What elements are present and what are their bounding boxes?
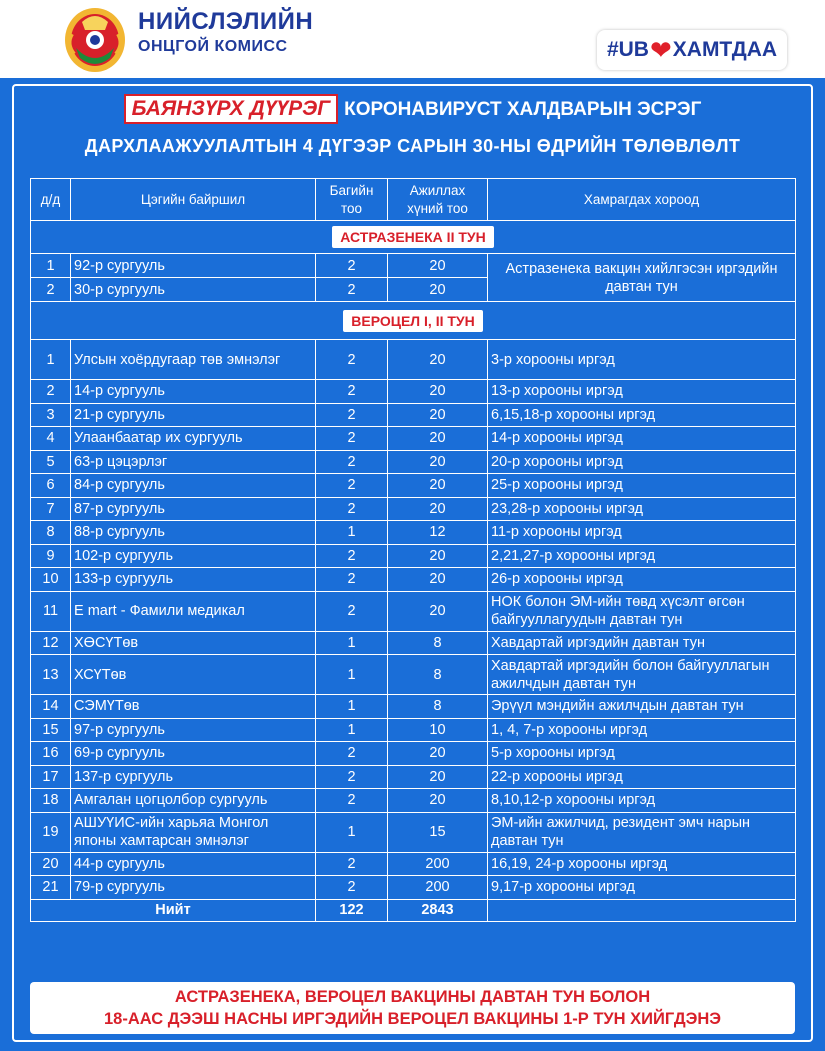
row-staff: 20 [388,765,488,789]
row-staff: 20 [388,568,488,592]
header-teams: Багийн тоо [316,179,388,221]
row-coverage: Хавдартай иргэдийн болон байгууллагын ажилчдын давтан тун [488,655,796,695]
table-row [31,655,796,695]
row-num: 15 [31,718,71,742]
row-num: 14 [31,695,71,719]
row-teams: 2 [316,852,388,876]
row-teams: 2 [316,380,388,404]
row-coverage: 3-р хорооны иргэд [488,340,796,380]
row-coverage: 16,19, 24-р хорооны иргэд [488,852,796,876]
row-location: АШУҮИС-ийн харьяа Монгол японы хамтарсан эмнэлэг [71,812,316,852]
row-num: 7 [31,497,71,521]
title-line1-text: КОРОНАВИРУСТ ХАЛДВАРЫН ЭСРЭГ [344,99,702,120]
row-coverage: 6,15,18-р хорооны иргэд [488,403,796,427]
hashtag-prefix: #UB [606,38,649,61]
table-row [31,789,796,813]
row-staff: 20 [388,742,488,766]
table-row [31,718,796,742]
row-teams: 2 [316,340,388,380]
section-row [31,302,796,340]
row-staff: 10 [388,718,488,742]
row-location: 137-р сургууль [71,765,316,789]
title-line2: ДАРХЛААЖУУЛАЛТЫН 4 ДҮГЭЭР САРЫН 30-НЫ ӨДРИЙН ТӨЛӨВЛӨЛТ [84,136,741,156]
table-row [31,474,796,498]
row-staff: 8 [388,631,488,655]
row-location: 14-р сургууль [71,380,316,404]
heart-icon: ❤ [649,35,672,65]
city-emblem-icon [60,4,130,74]
row-staff: 20 [388,591,488,631]
table-row [31,427,796,451]
table-row [31,852,796,876]
row-teams: 2 [316,278,388,302]
row-num: 2 [31,278,71,302]
row-staff: 20 [388,544,488,568]
row-location: Улсын хоёрдугаар төв эмнэлэг [71,340,316,380]
table-row [31,380,796,404]
row-coverage: 25-р хорооны иргэд [488,474,796,498]
row-staff: 8 [388,655,488,695]
org-name-line1: НИЙСЛЭЛИЙН [138,8,314,35]
header-coverage: Хамрагдах хороод [488,179,796,221]
row-location: 87-р сургууль [71,497,316,521]
row-location: 63-р цэцэрлэг [71,450,316,474]
row-staff: 15 [388,812,488,852]
row-teams: 2 [316,497,388,521]
header-location: Цэгийн байршил [71,179,316,221]
header-staff: Ажиллах хүний тоо [388,179,488,221]
row-teams: 2 [316,765,388,789]
row-location: СЭМҮТөв [71,695,316,719]
row-location: 88-р сургууль [71,521,316,545]
row-teams: 2 [316,474,388,498]
row-location: 21-р сургууль [71,403,316,427]
total-empty [488,899,796,921]
row-num: 12 [31,631,71,655]
row-location: 44-р сургууль [71,852,316,876]
row-location: 97-р сургууль [71,718,316,742]
table-row [31,544,796,568]
row-num: 21 [31,876,71,900]
row-coverage: 5-р хорооны иргэд [488,742,796,766]
row-teams: 2 [316,450,388,474]
table-row [31,631,796,655]
row-teams: 1 [316,521,388,545]
row-staff: 20 [388,789,488,813]
table-row [31,742,796,766]
row-staff: 20 [388,380,488,404]
total-label: Нийт [31,899,316,921]
row-location: 133-р сургууль [71,568,316,592]
row-location: 102-р сургууль [71,544,316,568]
row-staff: 20 [388,497,488,521]
row-coverage: Астразенека вакцин хийлгэсэн иргэдийн давтан тун [488,254,796,302]
row-teams: 2 [316,254,388,278]
row-coverage: 22-р хорооны иргэд [488,765,796,789]
table-row [31,591,796,631]
title-line1 [0,94,825,124]
row-teams: 2 [316,568,388,592]
row-num: 2 [31,380,71,404]
row-coverage: 9,17-р хорооны иргэд [488,876,796,900]
row-num: 6 [31,474,71,498]
row-location: 84-р сургууль [71,474,316,498]
row-num: 16 [31,742,71,766]
row-coverage: 13-р хорооны иргэд [488,380,796,404]
header [0,0,825,78]
table-row [31,568,796,592]
table-row [31,521,796,545]
table-row [31,254,796,278]
row-num: 17 [31,765,71,789]
row-teams: 2 [316,544,388,568]
row-coverage: 23,28-р хорооны иргэд [488,497,796,521]
row-staff: 20 [388,450,488,474]
row-teams: 1 [316,812,388,852]
row-num: 9 [31,544,71,568]
row-coverage: Эрүүл мэндийн ажилчдын давтан тун [488,695,796,719]
row-staff: 20 [388,278,488,302]
table-row [31,497,796,521]
section-label: АСТРАЗЕНЕКА II ТУН [332,226,493,248]
row-coverage: 1, 4, 7-р хорооны иргэд [488,718,796,742]
row-coverage: 14-р хорооны иргэд [488,427,796,451]
row-coverage: 26-р хорооны иргэд [488,568,796,592]
row-num: 4 [31,427,71,451]
row-location: 92-р сургууль [71,254,316,278]
section-row [31,221,796,254]
row-teams: 1 [316,655,388,695]
footer-line2: 18-ААС ДЭЭШ НАСНЫ ИРГЭДИЙН ВЕРОЦЕЛ ВАКЦИНЫ 1-Р ТУН ХИЙГДЭНЭ [103,1010,721,1028]
row-teams: 2 [316,403,388,427]
row-location: 79-р сургууль [71,876,316,900]
row-location: E mart - Фамили медикал [71,591,316,631]
row-coverage: 11-р хорооны иргэд [488,521,796,545]
total-row [31,899,796,921]
row-location: 69-р сургууль [71,742,316,766]
row-coverage: 20-р хорооны иргэд [488,450,796,474]
table-row [31,403,796,427]
table-row [31,450,796,474]
row-teams: 1 [316,695,388,719]
row-num: 19 [31,812,71,852]
row-coverage: ЭМ-ийн ажилчид, резидент эмч нарын давтан тун [488,812,796,852]
row-num: 18 [31,789,71,813]
total-staff: 2843 [388,899,488,921]
row-coverage: Хавдартай иргэдийн давтан тун [488,631,796,655]
row-num: 13 [31,655,71,695]
row-staff: 200 [388,852,488,876]
footer-line1: АСТРАЗЕНЕКА, ВЕРОЦЕЛ ВАКЦИНЫ ДАВТАН ТУН БОЛОН [174,988,651,1006]
row-location: ХӨСҮТөв [71,631,316,655]
row-location: Улаанбаатар их сургууль [71,427,316,451]
table-row [31,765,796,789]
row-teams: 2 [316,876,388,900]
header-num: д/д [31,179,71,221]
org-name-line2: ОНЦГОЙ КОМИСС [138,38,288,55]
row-num: 11 [31,591,71,631]
footer-notice [30,982,795,1034]
row-teams: 2 [316,789,388,813]
row-staff: 8 [388,695,488,719]
vaccination-table [30,178,796,922]
row-location: Амгалан цогцолбор сургууль [71,789,316,813]
table-row [31,695,796,719]
hashtag-suffix: ХАМТДАА [672,38,778,61]
row-num: 5 [31,450,71,474]
row-teams: 1 [316,631,388,655]
row-num: 10 [31,568,71,592]
row-staff: 20 [388,403,488,427]
table-row [31,340,796,380]
row-num: 20 [31,852,71,876]
section-label: ВЕРОЦЕЛ I, II ТУН [343,310,482,332]
row-staff: 20 [388,474,488,498]
row-coverage: 2,21,27-р хорооны иргэд [488,544,796,568]
row-staff: 20 [388,340,488,380]
hashtag-badge [597,30,787,70]
row-num: 3 [31,403,71,427]
row-staff: 200 [388,876,488,900]
district-label: БАЯНЗҮРХ ДҮҮРЭГ [124,94,338,124]
row-num: 8 [31,521,71,545]
row-teams: 1 [316,718,388,742]
row-staff: 20 [388,427,488,451]
row-location: ХСҮТөв [71,655,316,695]
row-coverage: 8,10,12-р хорооны иргэд [488,789,796,813]
row-teams: 2 [316,427,388,451]
table-row [31,876,796,900]
row-num: 1 [31,254,71,278]
row-coverage: НОК болон ЭМ-ийн төвд хүсэлт өгсөн байгууллагуудын давтан тун [488,591,796,631]
row-num: 1 [31,340,71,380]
row-teams: 2 [316,591,388,631]
total-teams: 122 [316,899,388,921]
row-staff: 12 [388,521,488,545]
row-staff: 20 [388,254,488,278]
row-teams: 2 [316,742,388,766]
row-location: 30-р сургууль [71,278,316,302]
table-row [31,812,796,852]
